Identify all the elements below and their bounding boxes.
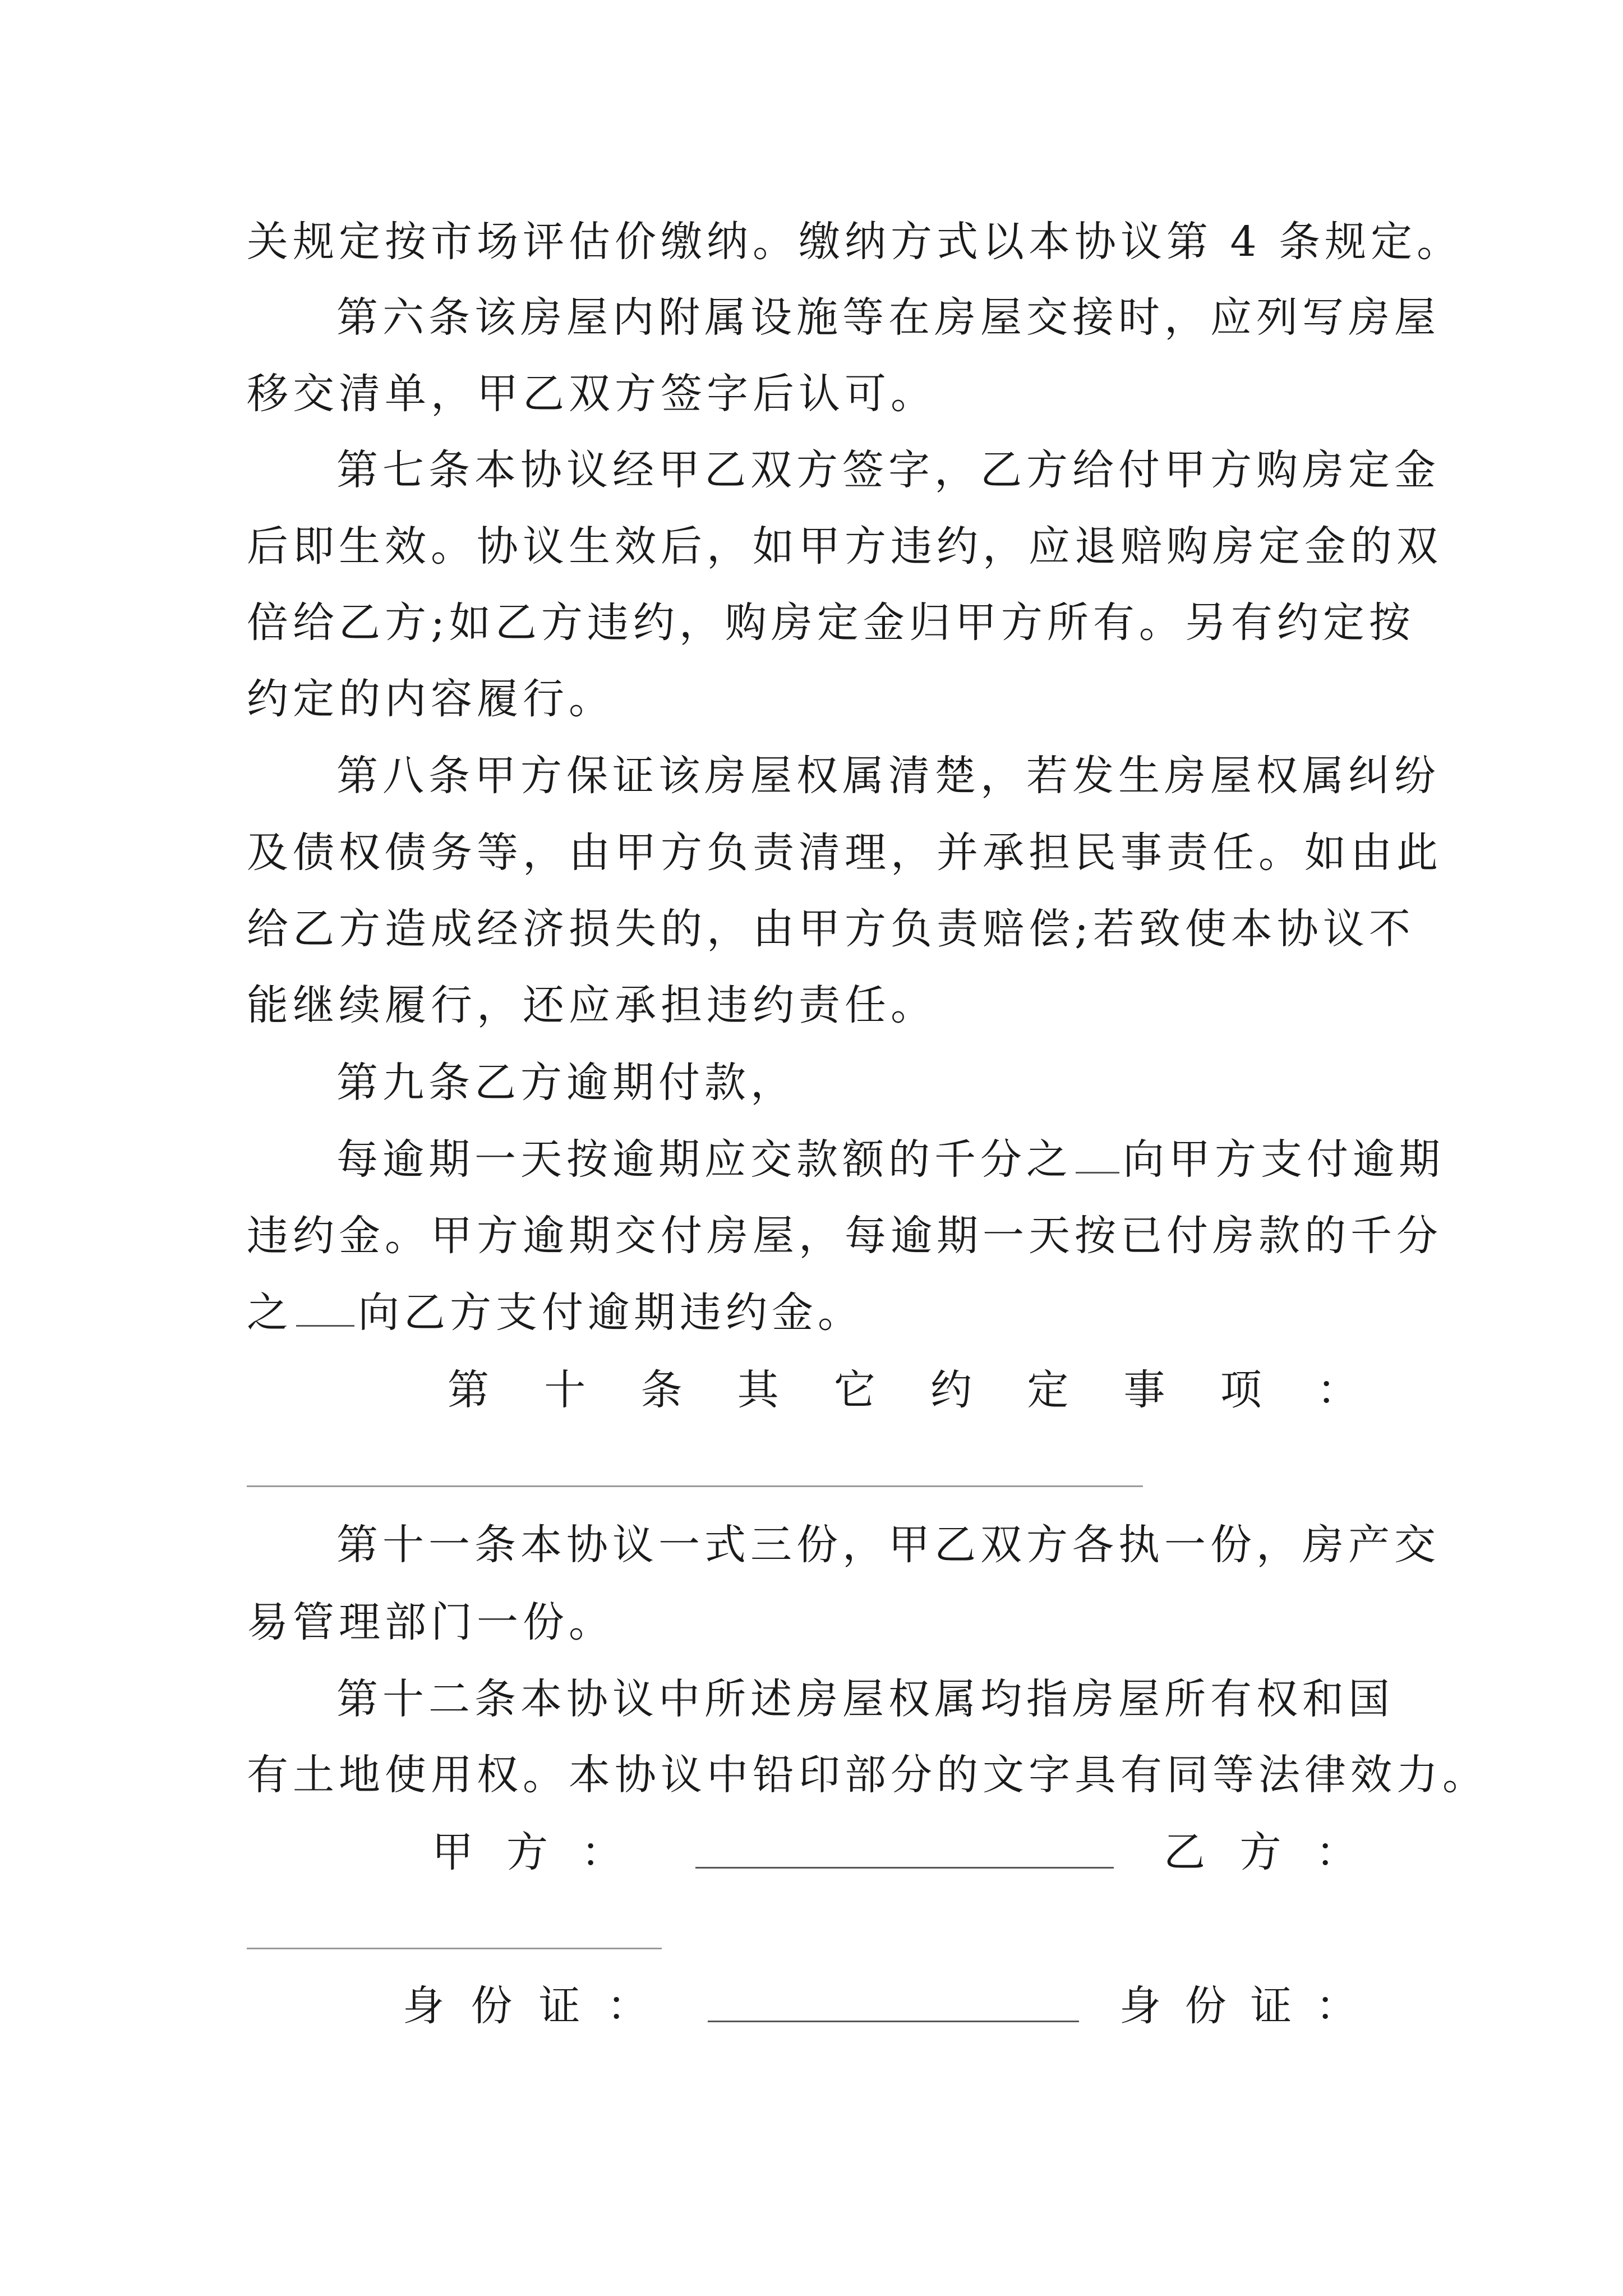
- penalty-text: 之: [247, 1289, 293, 1337]
- penalty-rate-blank[interactable]: [296, 1286, 354, 1327]
- paragraph-line: 第九条乙方逾期付款，: [336, 1059, 796, 1107]
- penalty-line-1: [336, 1131, 1445, 1188]
- paragraph-line: 第六条该房屋内附属设施等在房屋交接时，应列写房屋: [336, 293, 1440, 342]
- penalty-text: 每逾期一天按逾期应交款额的千分之: [336, 1135, 1072, 1184]
- paragraph-line: 关规定按市场评估价缴纳。缴纳方式以本协议第 4 条规定。: [247, 218, 1463, 266]
- article-10-fill-line[interactable]: [247, 1485, 1143, 1487]
- paragraph-line: 易管理部门一份。: [247, 1598, 615, 1646]
- id-a-label: 身 份 证 ：: [403, 1982, 648, 2030]
- party-b-signature-field[interactable]: [247, 1948, 662, 1949]
- paragraph-line: 能继续履行，还应承担违约责任。: [247, 981, 937, 1029]
- paragraph-line: 第八条甲方保证该房屋权属清楚，若发生房屋权属纠纷: [336, 752, 1440, 800]
- paragraph-line: 第十一条本协议一式三份，甲乙双方各执一份，房产交: [336, 1521, 1440, 1569]
- paragraph-line: 约定的内容履行。: [247, 675, 615, 723]
- party-b-label: 乙 方 ：: [1164, 1828, 1357, 1876]
- penalty-text: 向乙方支付逾期违约金。: [358, 1289, 864, 1337]
- paragraph-line: 移交清单，甲乙双方签字后认可。: [247, 370, 937, 418]
- paragraph-line: 后即生效。协议生效后，如甲方违约，应退赔购房定金的双: [247, 522, 1442, 570]
- article-10-heading: 第 十 条 其 它 约 定 事 项 ：: [448, 1366, 1358, 1414]
- id-row-b: [1119, 1978, 1357, 2034]
- paragraph-line: 倍给乙方;如乙方违约，购房定金归甲方所有。另有约定按: [247, 599, 1415, 647]
- paragraph-line: 有土地使用权。本协议中铅印部分的文字具有同等法律效力。: [247, 1751, 1488, 1799]
- id-a-field[interactable]: [708, 1985, 1079, 2022]
- party-b-row: [1164, 1824, 1357, 1880]
- paragraph-line: 及债权债务等，由甲方负责清理，并承担民事责任。如由此: [247, 829, 1442, 877]
- id-b-label: 身 份 证 ：: [1119, 1982, 1357, 2030]
- paragraph-line: 给乙方造成经济损失的，由甲方负责赔偿;若致使本协议不: [247, 905, 1415, 953]
- penalty-rate-blank[interactable]: [1076, 1133, 1119, 1174]
- penalty-line-3: [247, 1285, 1387, 1341]
- party-a-signature-field[interactable]: [695, 1831, 1114, 1869]
- penalty-text: 向甲方支付逾期: [1123, 1135, 1445, 1184]
- id-row-a: [403, 1978, 648, 2034]
- penalty-line-2: 违约金。甲方逾期交付房屋，每逾期一天按已付房款的千分: [247, 1212, 1442, 1260]
- party-a-label: 甲 方 ：: [432, 1828, 623, 1876]
- paragraph-line: 第十二条本协议中所述房屋权属均指房屋所有权和国: [336, 1675, 1394, 1723]
- party-signature-row: [432, 1824, 623, 1880]
- paragraph-line: 第七条本协议经甲乙双方签字，乙方给付甲方购房定金: [336, 446, 1440, 494]
